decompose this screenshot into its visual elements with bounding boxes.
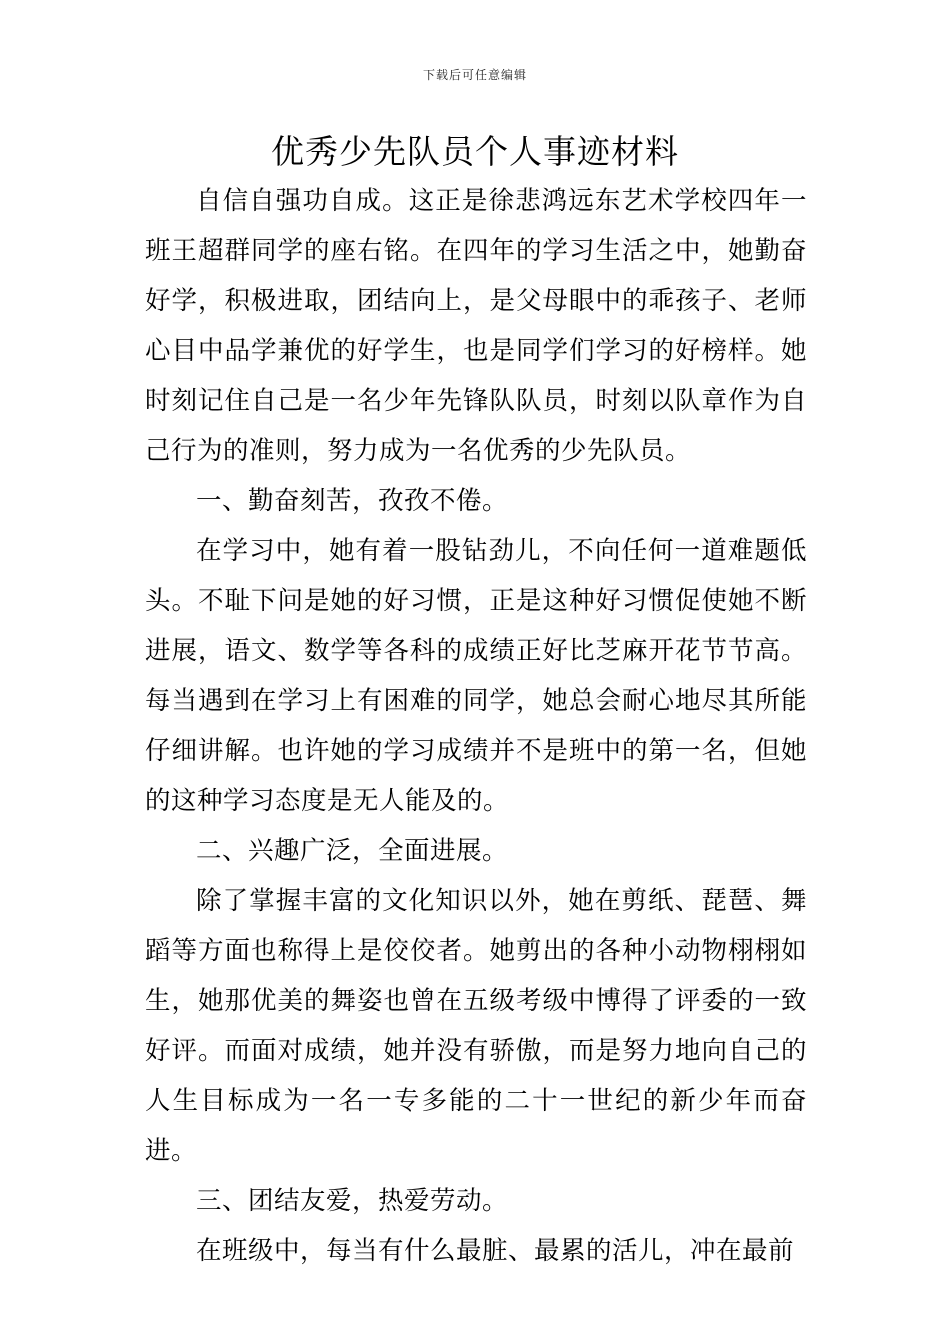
paragraph-intro: 自信自强功自成。这正是徐悲鸿远东艺术学校四年一班王超群同学的座右铭。在四年的学习生活之中，她勤奋好学，积极进取，团结向上，是父母眼中的乖孩子、老师心目中品学兼优的好学生，也是同学们学习的好榜样。她时刻记住自己是一名少年先锋队队员，时刻以队章作为自己行为的准则，努力成为一名优秀的少先队员。 [145,186,807,466]
paragraph-study: 在学习中，她有着一股钻劲儿，不向任何一道难题低头。不耻下问是她的好习惯，正是这种好习惯促使她不断进展，语文、数学等各科的成绩正好比芝麻开花节节高。每当遇到在学习上有困难的同学，她总会耐心地尽其所能仔细讲解。也许她的学习成绩并不是班中的第一名，但她的这种学习态度是无人能及的。 [145,536,807,816]
document-title: 优秀少先队员个人事迹材料 [271,132,679,171]
page-header-note: 下载后可任意编辑 [422,68,527,82]
section-heading-3: 三、团结友爱，热爱劳动。 [196,1186,509,1216]
document-body [145,176,807,1276]
section-heading-2: 二、兴趣广泛，全面进展。 [196,836,509,866]
section-heading-1: 一、勤奋刻苦，孜孜不倦。 [196,486,509,516]
paragraph-labor: 在班级中，每当有什么最脏、最累的活儿，冲在最前 [196,1236,795,1266]
paragraph-interests: 除了掌握丰富的文化知识以外，她在剪纸、琵琶、舞蹈等方面也称得上是佼佼者。她剪出的各种小动物栩栩如生，她那优美的舞姿也曾在五级考级中博得了评委的一致好评。而面对成绩，她并没有骄傲，而是努力地向自己的人生目标成为一名一专多能的二十一世纪的新少年而奋进。 [145,886,807,1166]
